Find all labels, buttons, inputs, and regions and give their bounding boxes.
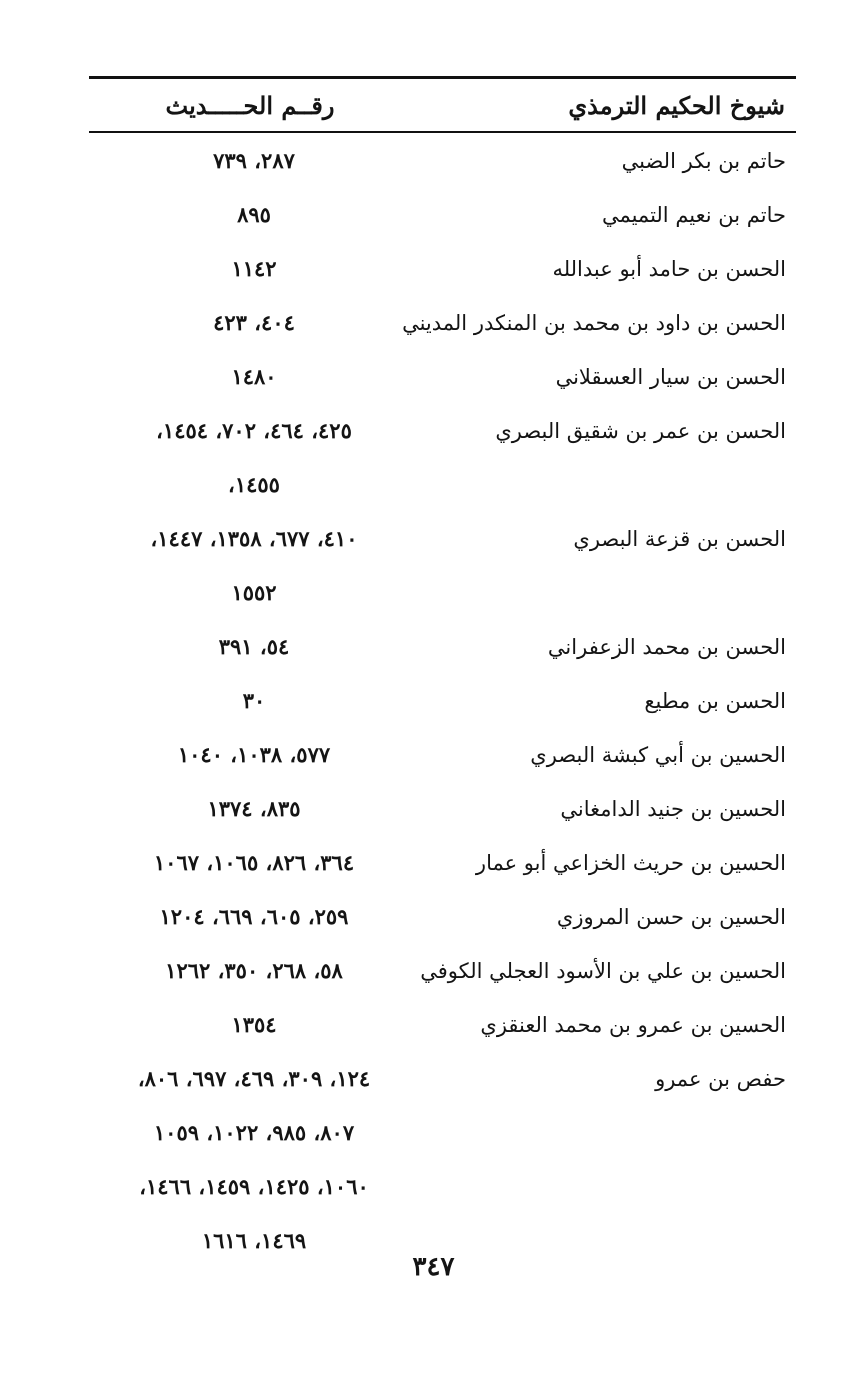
teacher-name: الحسين بن حسن المروزي (556, 905, 786, 929)
hadith-number-line: ٥٤، ٣٩١ (218, 634, 290, 659)
index-entry (89, 674, 796, 728)
hadith-numbers (89, 782, 419, 836)
hadith-number-line: ٤٢٥، ٤٦٤، ٧٠٢، ١٤٥٤، (156, 418, 352, 443)
hadith-number-line: ١٤٥٥، (228, 472, 280, 497)
hadith-number-line: ٢٨٧، ٧٣٩ (213, 148, 295, 173)
index-entry (89, 134, 796, 188)
hadith-number-column-header: رقــم الحـــــديث (165, 91, 335, 120)
page-number: ٣٤٧ (412, 1252, 455, 1282)
hadith-number-line: ٥٧٧، ١٠٣٨، ١٠٤٠ (177, 742, 331, 767)
hadith-number-line: ٨٩٥ (237, 202, 271, 227)
hadith-numbers (89, 944, 419, 998)
index-entry (89, 1052, 796, 1268)
index-entry (89, 188, 796, 242)
teacher-name: الحسن بن مطيع (644, 689, 786, 713)
index-entry (89, 998, 796, 1052)
hadith-number-line: ٣٦٤، ٨٢٦، ١٠٦٥، ١٠٦٧ (153, 850, 355, 875)
hadith-numbers (89, 188, 419, 242)
hadith-number-line: ٣٠ (242, 688, 266, 713)
header-bottom-rule (89, 131, 796, 133)
hadith-number-line: ٤٠٤، ٤٢٣ (213, 310, 295, 335)
hadith-numbers (89, 134, 419, 188)
hadith-number-line: ١٢٤، ٣٠٩، ٤٦٩، ٦٩٧، ٨٠٦، (137, 1066, 371, 1091)
teacher-name: الحسين بن أبي كبشة البصري (530, 743, 786, 767)
hadith-numbers (89, 620, 419, 674)
index-entry (89, 836, 796, 890)
teachers-index-list (89, 134, 796, 1268)
hadith-number-line: ١٣٥٤ (231, 1012, 277, 1037)
index-entry (89, 404, 796, 512)
hadith-number-line: ١٤٨٠ (231, 364, 277, 389)
hadith-number-line: ١٥٥٢ (231, 580, 277, 605)
teacher-name: الحسين بن حريث الخزاعي أبو عمار (475, 851, 786, 875)
hadith-number-line: ١٠٦٠، ١٤٢٥، ١٤٥٩، ١٤٦٦، (139, 1174, 369, 1199)
index-entry (89, 296, 796, 350)
hadith-number-line: ١١٤٢ (231, 256, 277, 281)
teacher-name: الحسن بن محمد الزعفراني (547, 635, 786, 659)
teacher-name: حاتم بن نعيم التميمي (601, 203, 786, 227)
hadith-numbers (89, 242, 419, 296)
teacher-name: حفص بن عمرو (655, 1067, 786, 1091)
teacher-name: الحسن بن سيار العسقلاني (555, 365, 786, 389)
index-entry (89, 512, 796, 620)
index-entry (89, 242, 796, 296)
teacher-name: الحسين بن علي بن الأسود العجلي الكوفي (420, 959, 786, 983)
header-top-rule (89, 76, 796, 79)
index-entry (89, 944, 796, 998)
hadith-numbers (89, 836, 419, 890)
hadith-number-line: ١٤٦٩، ١٦١٦ (201, 1228, 307, 1253)
hadith-number-line: ٨٠٧، ٩٨٥، ١٠٢٢، ١٠٥٩ (153, 1120, 355, 1145)
hadith-numbers (89, 1052, 419, 1268)
hadith-numbers (89, 296, 419, 350)
hadith-numbers (89, 998, 419, 1052)
hadith-numbers (89, 890, 419, 944)
hadith-number-line: ٤١٠، ٦٧٧، ١٣٥٨، ١٤٤٧، (150, 526, 358, 551)
teacher-name: الحسن بن داود بن محمد بن المنكدر المديني (402, 311, 786, 335)
index-entry (89, 620, 796, 674)
name-column-header: شيوخ الحكيم الترمذي (568, 91, 785, 120)
teacher-name: الحسين بن جنيد الدامغاني (560, 797, 786, 821)
index-entry (89, 350, 796, 404)
hadith-numbers (89, 512, 419, 620)
teacher-name: الحسين بن عمرو بن محمد العنقزي (480, 1013, 786, 1037)
teacher-name: الحسن بن عمر بن شقيق البصري (495, 419, 786, 443)
hadith-number-line: ٢٥٩، ٦٠٥، ٦٦٩، ١٢٠٤ (159, 904, 349, 929)
teacher-name: حاتم بن بكر الضبي (621, 149, 786, 173)
hadith-numbers (89, 674, 419, 728)
teacher-name: الحسن بن قزعة البصري (573, 527, 786, 551)
hadith-number-line: ٥٨، ٢٦٨، ٣٥٠، ١٢٦٢ (165, 958, 343, 983)
index-entry (89, 728, 796, 782)
hadith-numbers (89, 404, 419, 512)
hadith-numbers (89, 350, 419, 404)
hadith-numbers (89, 728, 419, 782)
index-entry (89, 890, 796, 944)
index-entry (89, 782, 796, 836)
hadith-number-line: ٨٣٥، ١٣٧٤ (207, 796, 301, 821)
teacher-name: الحسن بن حامد أبو عبدالله (552, 257, 786, 281)
